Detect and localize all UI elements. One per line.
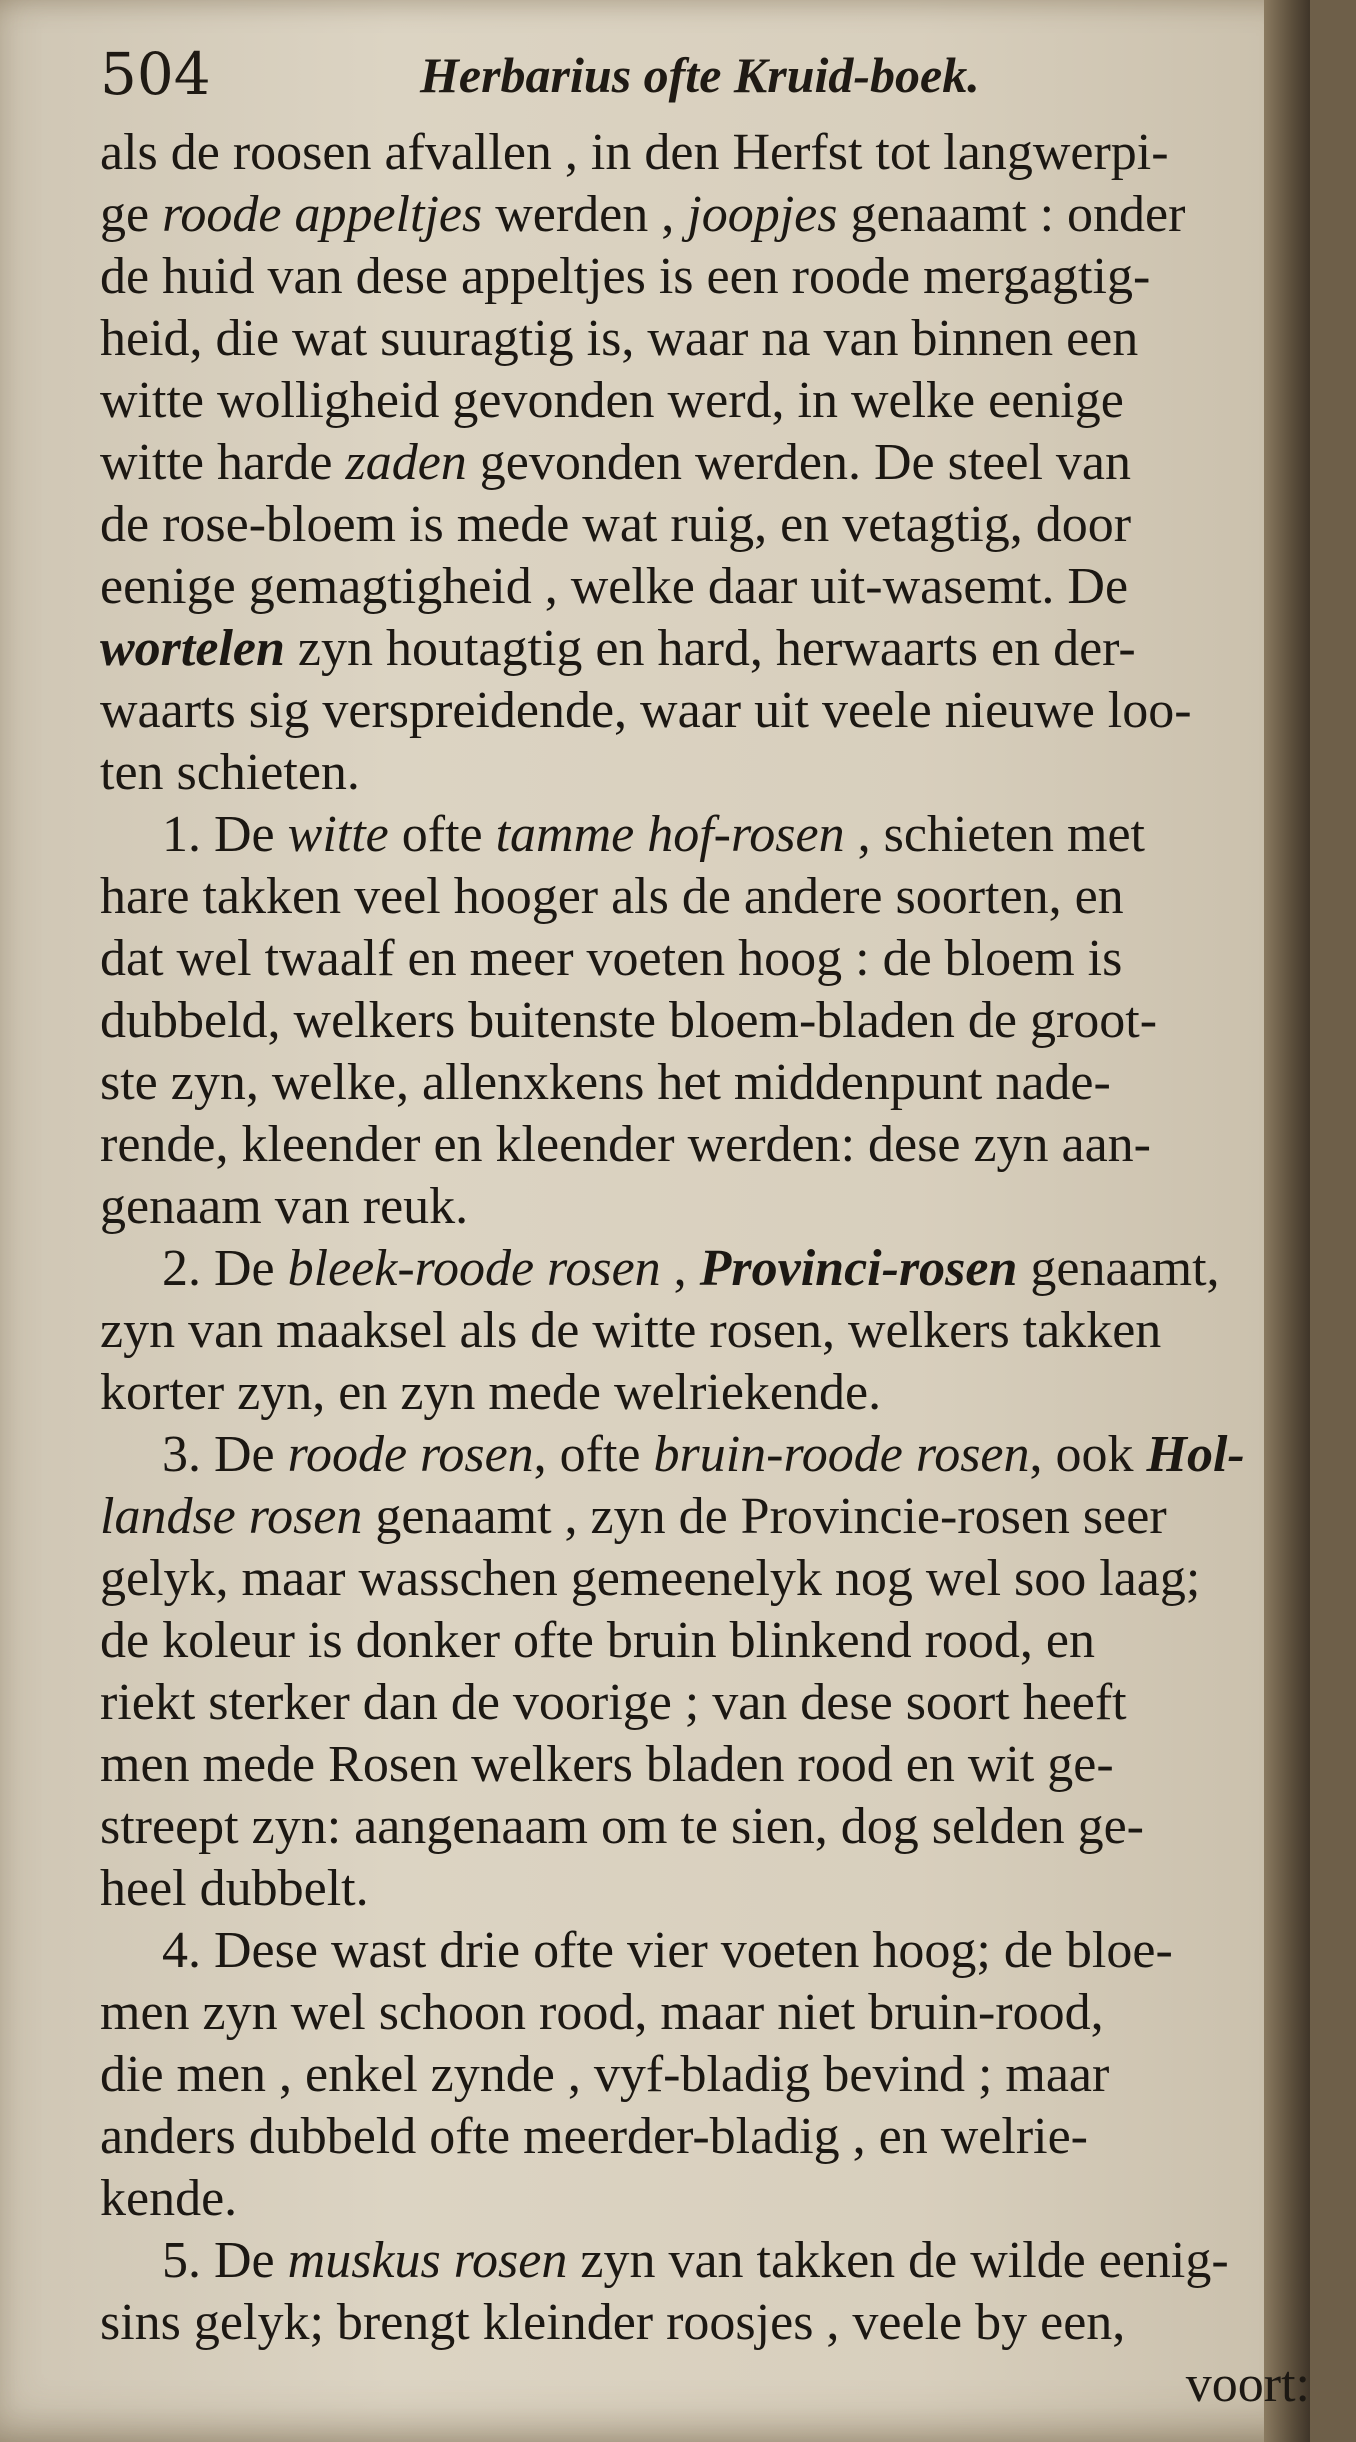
text-segment: gevonden werden. De steel van <box>466 434 1131 491</box>
text-segment: streept zyn: aangenaam om te sien, dog selden ge- <box>100 1798 1144 1855</box>
text-segment: werden , <box>482 186 688 243</box>
emphasis-text: landse rosen <box>100 1488 363 1545</box>
text-segment: die men , enkel zynde , vyf-bladig bevind ; maar <box>100 2046 1110 2103</box>
running-title: Herbarius ofte Kruid-boek. <box>420 47 980 103</box>
text-segment: dubbeld, welkers buitenste bloem-bladen de groot- <box>100 992 1158 1049</box>
text-line <box>100 1734 1310 1796</box>
text-segment: men zyn wel schoon rood, maar niet bruin-rood, <box>100 1984 1104 2041</box>
text-segment: ofte <box>388 806 496 863</box>
text-segment: 5. De <box>162 2232 288 2289</box>
text-segment: anders dubbeld ofte meerder-bladig , en welrie- <box>100 2108 1088 2165</box>
text-segment: men mede Rosen welkers bladen rood en wit ge- <box>100 1736 1114 1793</box>
text-line <box>100 1114 1310 1176</box>
emphasis-text: joopjes <box>687 186 838 243</box>
emphasis-text: muskus rosen <box>287 2232 568 2289</box>
emphasis-text: witte <box>287 806 389 863</box>
text-line <box>100 2230 1310 2292</box>
page-header <box>100 40 1200 110</box>
text-segment: 4. Dese wast drie ofte vier voeten hoog; de bloe- <box>162 1922 1173 1979</box>
text-segment: riekt sterker dan de voorige ; van dese soort heeft <box>100 1674 1127 1731</box>
emphasis-text: Provinci-rosen <box>699 1240 1018 1297</box>
text-segment: rende, kleender en kleender werden: dese zyn aan- <box>100 1116 1151 1173</box>
text-segment: 2. De <box>162 1240 288 1297</box>
text-line <box>100 1238 1310 1300</box>
text-line <box>100 928 1310 990</box>
text-line <box>100 1176 1310 1238</box>
emphasis-text: wortelen <box>100 620 285 677</box>
text-segment: waarts sig verspreidende, waar uit veele nieuwe loo- <box>100 682 1192 739</box>
body-text <box>100 122 1310 2416</box>
text-segment: ten schieten. <box>100 744 360 801</box>
text-segment: heid, die wat suuragtig is, waar na van binnen een <box>100 310 1139 367</box>
text-line <box>100 432 1310 494</box>
text-line <box>100 370 1310 432</box>
text-line <box>100 1672 1310 1734</box>
emphasis-text: tamme hof-rosen <box>495 806 845 863</box>
text-line <box>100 1796 1310 1858</box>
text-line <box>100 1920 1310 1982</box>
text-line <box>100 184 1310 246</box>
text-line <box>100 2168 1310 2230</box>
text-line <box>100 2292 1310 2354</box>
text-segment: witte wolligheid gevonden werd, in welke eenige <box>100 372 1124 429</box>
text-segment: dat wel twaalf en meer voeten hoog : de bloem is <box>100 930 1123 987</box>
text-segment: , <box>660 1240 700 1297</box>
text-segment: korter zyn, en zyn mede welriekende. <box>100 1364 882 1421</box>
text-line <box>100 2106 1310 2168</box>
page-number: 504 <box>100 40 211 108</box>
text-line <box>100 618 1310 680</box>
emphasis-text: roode rosen <box>287 1426 534 1483</box>
emphasis-text: roode appeltjes <box>162 186 483 243</box>
text-segment: 1. De <box>162 806 288 863</box>
text-line <box>100 1362 1310 1424</box>
text-line <box>100 308 1310 370</box>
text-segment: als de roosen afvallen , in den Herfst tot langwerpi- <box>100 124 1169 181</box>
text-segment: genaamt , zyn de Provincie-rosen seer <box>362 1488 1167 1545</box>
text-line <box>100 2044 1310 2106</box>
text-line <box>100 1610 1310 1672</box>
text-line <box>100 494 1310 556</box>
text-line <box>100 1858 1310 1920</box>
text-segment: gelyk, maar wasschen gemeenelyk nog wel soo laag; <box>100 1550 1201 1607</box>
text-segment: , schieten met <box>844 806 1145 863</box>
text-line <box>100 1548 1310 1610</box>
emphasis-text: bleek-roode rosen <box>287 1240 661 1297</box>
text-line <box>100 990 1310 1052</box>
text-line <box>100 556 1310 618</box>
text-segment: kende. <box>100 2170 238 2227</box>
text-segment: , ofte <box>533 1426 654 1483</box>
text-line <box>100 246 1310 308</box>
text-segment: genaam van reuk. <box>100 1178 469 1235</box>
text-segment: ge <box>100 186 163 243</box>
text-segment: 3. De <box>162 1426 288 1483</box>
text-segment: voort: <box>1185 2356 1310 2413</box>
text-segment: sins gelyk; brengt kleinder roosjes , veele by een, <box>100 2294 1126 2351</box>
text-line <box>100 680 1310 742</box>
text-segment: de koleur is donker ofte bruin blinkend rood, en <box>100 1612 1095 1669</box>
emphasis-text: bruin-roode rosen <box>653 1426 1030 1483</box>
text-segment: ste zyn, welke, allenxkens het middenpunt nade- <box>100 1054 1111 1111</box>
text-segment: witte harde <box>100 434 346 491</box>
text-line <box>100 866 1310 928</box>
text-segment: eenige gemagtigheid , welke daar uit-wasemt. De <box>100 558 1129 615</box>
text-line <box>100 742 1310 804</box>
text-line <box>100 1300 1310 1362</box>
text-line <box>100 1052 1310 1114</box>
text-line <box>100 1424 1310 1486</box>
text-line <box>100 2354 1310 2416</box>
text-segment: zyn van maaksel als de witte rosen, welkers takken <box>100 1302 1162 1359</box>
text-line <box>100 1486 1310 1548</box>
text-segment: , ook <box>1029 1426 1147 1483</box>
text-line <box>100 1982 1310 2044</box>
emphasis-text: Hol- <box>1146 1426 1245 1483</box>
text-segment: heel dubbelt. <box>100 1860 369 1917</box>
text-line <box>100 122 1310 184</box>
emphasis-text: zaden <box>345 434 467 491</box>
text-segment: de rose-bloem is mede wat ruig, en vetagtig, door <box>100 496 1132 553</box>
text-segment: hare takken veel hooger als de andere soorten, en <box>100 868 1124 925</box>
text-segment: genaamt : onder <box>837 186 1186 243</box>
text-segment: genaamt, <box>1017 1240 1220 1297</box>
text-segment: zyn houtagtig en hard, herwaarts en der- <box>284 620 1136 677</box>
text-segment: zyn van takken de wilde eenig- <box>567 2232 1229 2289</box>
text-segment: de huid van dese appeltjes is een roode mergagtig- <box>100 248 1151 305</box>
text-line <box>100 804 1310 866</box>
